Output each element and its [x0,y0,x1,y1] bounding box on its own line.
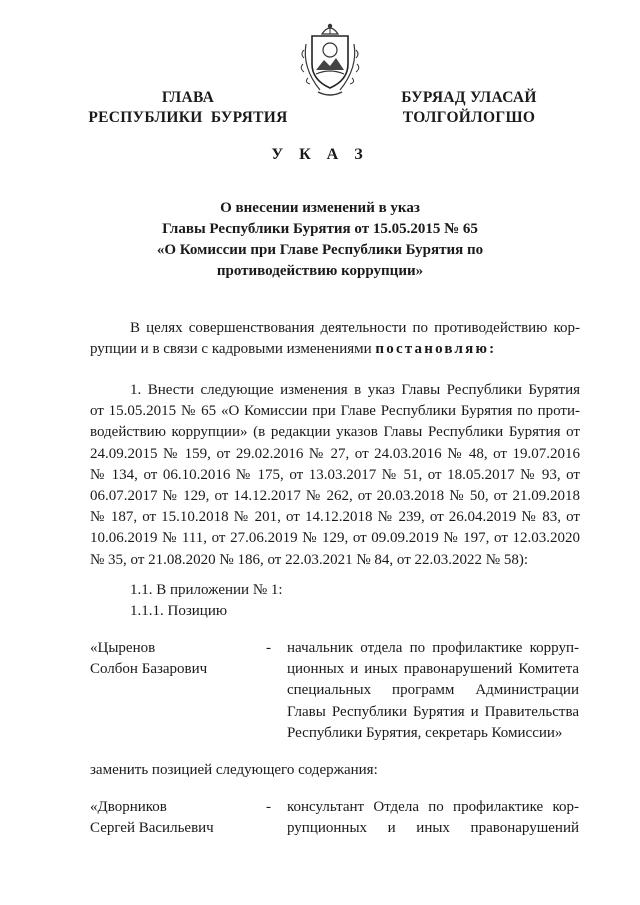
position-old-dash: - [266,640,271,656]
item-line: № 134, от 06.10.2016 № 175, от 13.03.2017 № 51, от 18.05.2017 № 93, от [90,466,580,483]
item-line: от 15.05.2015 № 65 «О Комиссии при Главе Республики Бурятия по проти- [90,403,580,420]
issuer-title-bua-line1: БУРЯАД УЛАСАЙ [401,89,537,106]
position-new-given-names: Сергей Васильевич [90,820,214,836]
title-line: Главы Республики Бурятия от 15.05.2015 № 65 [162,221,478,237]
item-line: 24.09.2015 № 159, от 29.02.2016 № 27, от 24.03.2016 № 48, от 19.07.2016 [90,445,580,462]
position-old-description [287,638,579,744]
position-old-given-names: Солбон Базарович [90,661,208,677]
title-line: «О Комиссии при Главе Республики Бурятия по [156,242,484,258]
issuer-title-bua-line2: ТОЛГОЙЛОГШО [402,109,536,126]
subitem-1-1-1: 1.1.1. Позицию [130,603,228,619]
document-type: У К А З [271,146,369,163]
desc-line: специальных программ Администрации [287,682,579,699]
desc-line: консультант Отдела по профилактике кор- [287,799,579,815]
item-line: 10.06.2019 № 111, от 27.06.2019 № 129, от 09.09.2019 № 197, от 12.03.2020 [90,530,580,547]
intro-line [90,339,580,360]
item-line: № 35, от 21.08.2020 № 186, от 22.03.2021 № 84, от 22.03.2022 № 58): [90,551,528,568]
item-line: 1. Внести следующие изменения в указ Главы Республики Бурятия [130,382,580,398]
item-line: 06.07.2017 № 129, от 14.12.2017 № 262, от 20.03.2018 № 50, от 21.09.2018 [90,488,580,505]
title-line: противодействию коррупции» [216,263,424,279]
intro-line: В целях совершенствования деятельности по противодействию кор- [130,320,580,336]
decree-verb: постановляю: [375,341,497,358]
coat-of-arms-icon [298,20,362,98]
replace-statement: заменить позицией следующего содержания: [90,762,378,778]
position-new-surname: «Дворников [90,799,167,815]
subitem-1-1: 1.1. В приложении № 1: [130,582,283,598]
position-new-name [90,797,214,839]
title-line: О внесении изменений в указ [220,200,420,216]
desc-line: Республики Бурятия, секретарь Комиссии» [287,724,563,741]
intro-text: рупции и в связи с кадровыми изменениями [90,341,376,358]
item-line: водействию коррупции» (в редакции указов Главы Республики Бурятия от [90,424,580,441]
position-new-description [287,797,579,839]
desc-line: Главы Республики Бурятия и Правительства [287,703,579,720]
desc-line: ционных и иных правонарушений Комитета [287,661,579,678]
issuer-title-ru-line2: РЕСПУБЛИКИ БУРЯТИЯ [88,109,288,126]
position-new-dash: - [266,799,271,815]
issuer-title-ru-line1: ГЛАВА [161,89,215,106]
issuer-title-ru [88,88,288,128]
desc-line: рупционных и иных правонарушений [287,820,579,837]
position-old-name [90,638,207,680]
document-title [120,198,520,282]
issuer-title-bua [384,88,554,128]
item-line: № 187, от 15.10.2018 № 201, от 14.12.2018 № 239, от 26.04.2019 № 83, от [90,509,580,526]
desc-line: начальник отдела по профилактике корруп- [287,640,579,656]
intro-paragraph [90,318,580,360]
position-old-surname: «Цыренов [90,640,156,656]
item-1-paragraph [90,380,580,571]
